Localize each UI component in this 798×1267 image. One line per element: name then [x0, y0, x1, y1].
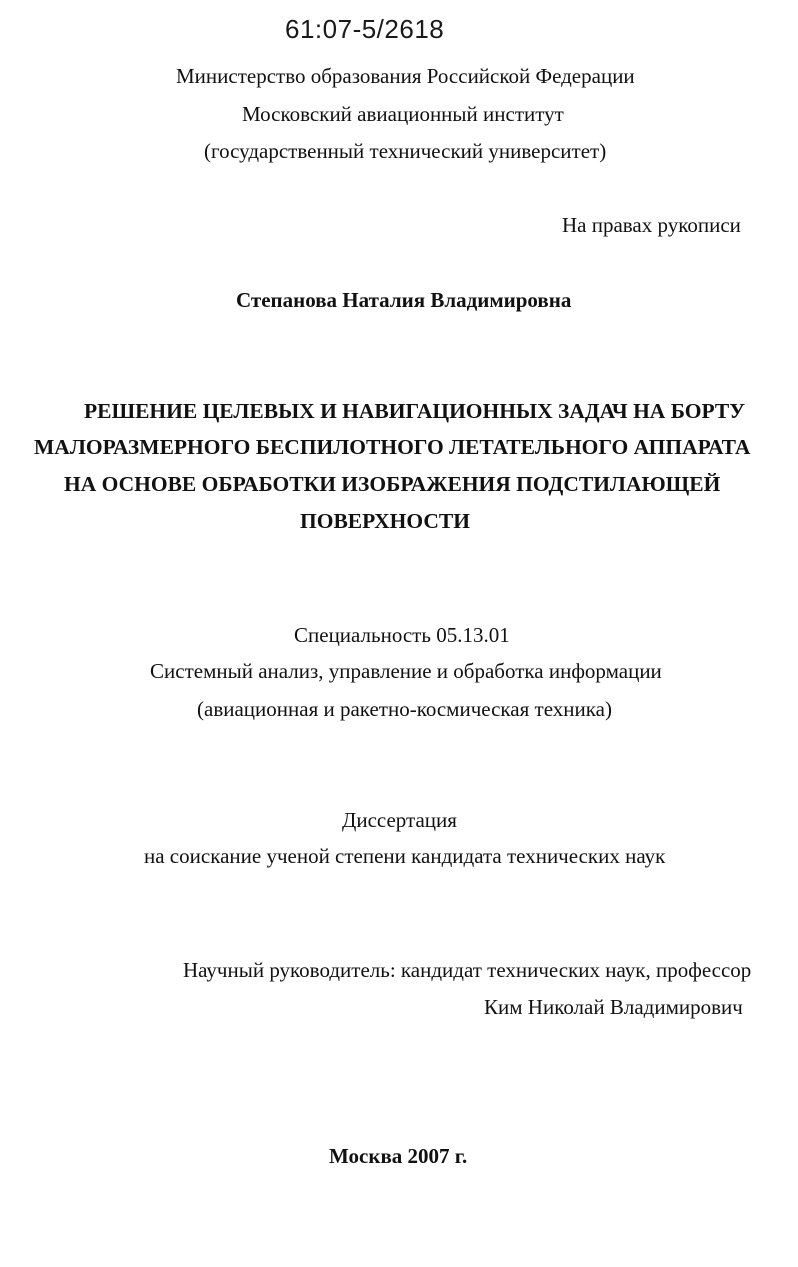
thesis-type: Диссертация: [342, 808, 457, 832]
supervisor-name: Ким Николай Владимирович: [484, 995, 743, 1019]
place-year: Москва 2007 г.: [329, 1144, 468, 1168]
specialty-name: Системный анализ, управление и обработка информации: [150, 659, 662, 683]
thesis-degree: на соискание ученой степени кандидата технических наук: [144, 844, 666, 868]
ministry-line: Министерство образования Российской Федерации: [176, 64, 635, 88]
title-line-1: РЕШЕНИЕ ЦЕЛЕВЫХ И НАВИГАЦИОННЫХ ЗАДАЧ НА БОРТУ: [84, 399, 745, 423]
title-line-3: НА ОСНОВЕ ОБРАБОТКИ ИЗОБРАЖЕНИЯ ПОДСТИЛАЮЩЕЙ: [64, 472, 721, 496]
archive-code-stamp: 61:07-5/2618: [285, 14, 445, 44]
institute-line: Московский авиационный институт: [242, 102, 564, 126]
specialty-field: (авиационная и ракетно-космическая техника): [197, 697, 612, 721]
author-name: Степанова Наталия Владимировна: [236, 288, 572, 312]
rights-note: На правах рукописи: [562, 213, 741, 237]
title-line-4: ПОВЕРХНОСТИ: [300, 509, 470, 533]
specialty-code: Специальность 05.13.01: [294, 623, 510, 647]
supervisor-role: Научный руководитель: кандидат технических наук, профессор: [183, 958, 752, 982]
university-line: (государственный технический университет): [204, 139, 607, 163]
title-line-2: МАЛОРАЗМЕРНОГО БЕСПИЛОТНОГО ЛЕТАТЕЛЬНОГО АППАРАТА: [34, 435, 751, 459]
